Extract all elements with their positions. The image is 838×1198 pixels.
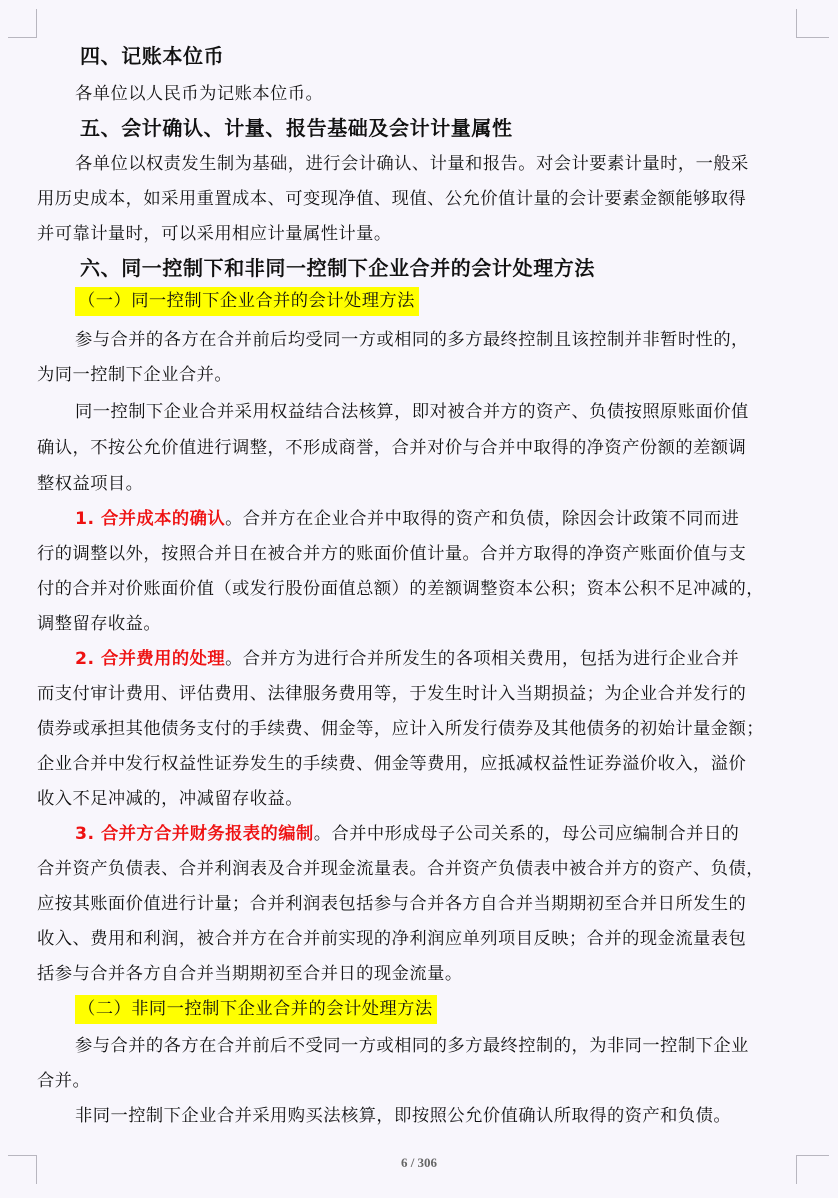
item-2-line-1 xyxy=(75,647,739,671)
item-1-title: 1. 合并成本的确认 xyxy=(75,509,226,529)
sub1-para2-line-1: 同一控制下企业合并采用权益结合法核算，即对被合并方的资产、负债按照原账面价值 xyxy=(75,402,749,422)
item-3-line-3: 应按其账面价值进行计量；合并利润表包括参与合并各方自合并当期期初至合并日所发生的 xyxy=(37,894,747,914)
item-3-line-2: 合并资产负债表、合并利润表及合并现金流量表。合并资产负债表中被合并方的资产、负债， xyxy=(37,859,764,879)
item-2-text: 。合并方为进行合并所发生的各项相关费用，包括为进行企业合并 xyxy=(225,649,740,669)
subsection-2-heading xyxy=(78,997,437,1021)
item-2-line-4: 企业合并中发行权益性证券发生的手续费、佣金等费用，应抵减权益性证券溢价收入，溢价 xyxy=(37,754,747,774)
item-3-line-1 xyxy=(75,822,739,846)
section-5-line-3: 并可靠计量时，可以采用相应计量属性计量。 xyxy=(37,224,392,244)
item-1-line-4: 调整留存收益。 xyxy=(37,614,162,634)
sub2-para1-line-2: 合并。 xyxy=(37,1071,91,1091)
section-5-heading: 五、会计确认、计量、报告基础及会计计量属性 xyxy=(80,116,513,140)
sub2-para2-line-1: 非同一控制下企业合并采用购买法核算，即按照公允价值确认所取得的资产和负债。 xyxy=(75,1106,732,1126)
item-1-line-2: 行的调整以外，按照合并日在被合并方的账面价值计量。合并方取得的净资产账面价值与支 xyxy=(37,544,747,564)
subsection-1-heading xyxy=(78,289,419,313)
item-1-text: 。合并方在企业合并中取得的资产和负债，除因会计政策不同而进 xyxy=(225,509,740,529)
item-2-line-5: 收入不足冲减的，冲减留存收益。 xyxy=(37,789,303,809)
sub1-para1-line-1: 参与合并的各方在合并前后均受同一方或相同的多方最终控制且该控制并非暂时性的， xyxy=(75,330,749,350)
page-corner-mark-top-left xyxy=(8,9,37,38)
sub2-para1-line-1: 参与合并的各方在合并前后不受同一方或相同的多方最终控制的，为非同一控制下企业 xyxy=(75,1036,749,1056)
item-3-title: 3. 合并方合并财务报表的编制 xyxy=(75,824,314,844)
item-2-line-2: 而支付审计费用、评估费用、法律服务费用等，于发生时计入当期损益；为企业合并发行的 xyxy=(37,684,747,704)
item-3-line-4: 收入、费用和利润，被合并方在合并前实现的净利润应单列项目反映；合并的现金流量表包 xyxy=(37,929,747,949)
section-5-line-1: 各单位以权责发生制为基础，进行会计确认、计量和报告。对会计要素计量时，一般采 xyxy=(75,154,749,174)
page-indicator: 6 / 306 xyxy=(400,1155,438,1170)
highlighted-text: （一）同一控制下企业合并的会计处理方法 xyxy=(75,287,419,316)
item-1-line-1 xyxy=(75,507,739,531)
page-corner-mark-top-right xyxy=(796,9,829,38)
section-4-text: 各单位以人民币为记账本位币。 xyxy=(75,84,324,104)
item-2-title: 2. 合并费用的处理 xyxy=(75,649,226,669)
sub1-para2-line-3: 整权益项目。 xyxy=(37,474,144,494)
item-3-line-5: 括参与合并各方自合并当期期初至合并日的现金流量。 xyxy=(37,964,463,984)
item-1-line-3: 付的合并对价账面价值（或发行股份面值总额）的差额调整资本公积；资本公积不足冲减的， xyxy=(37,579,764,599)
item-3-text: 。合并中形成母子公司关系的，母公司应编制合并日的 xyxy=(313,824,740,844)
section-4-heading: 四、记账本位币 xyxy=(80,44,225,68)
section-5-line-2: 用历史成本，如采用重置成本、可变现净值、现值、公允价值计量的会计要素金额能够取得 xyxy=(37,189,747,209)
sub1-para2-line-2: 确认，不按公允价值进行调整，不形成商誉，合并对价与合并中取得的净资产份额的差额调 xyxy=(37,438,747,458)
section-6-heading: 六、同一控制下和非同一控制下企业合并的会计处理方法 xyxy=(80,256,595,280)
highlighted-text: （二）非同一控制下企业合并的会计处理方法 xyxy=(75,995,437,1024)
item-2-line-3: 债券或承担其他债务支付的手续费、佣金等，应计入所发行债券及其他债务的初始计量金额； xyxy=(37,719,764,739)
sub1-para1-line-2: 为同一控制下企业合并。 xyxy=(37,365,233,385)
